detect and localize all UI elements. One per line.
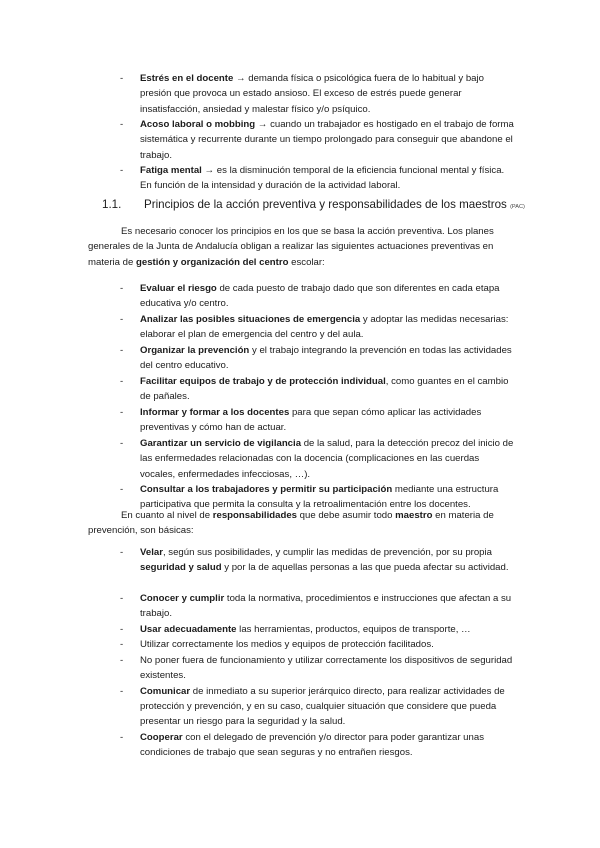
- list-item: - Cooperar con el delegado de prevención y/o director para poder garantizar unas condiciones de trabajo que sean seguras y no entrañen riesgos.: [120, 731, 484, 758]
- list-dash: -: [120, 593, 124, 604]
- list-dash: -: [120, 376, 124, 387]
- list-dash: -: [120, 731, 124, 743]
- list-dash: -: [120, 654, 124, 666]
- list-item: - Informar y formar a los docentes para que sepan cómo aplicar las actividades preventivas y cómo han de actuar.: [120, 407, 482, 434]
- list-dash: -: [120, 345, 124, 356]
- list-dash: -: [120, 438, 124, 449]
- term: Fatiga mental: [140, 165, 202, 176]
- list-item: - Garantizar un servicio de vigilancia de la salud, para la detección precoz del inicio de las enfermedades relacionadas con la docencia (complicaciones en las cuerdas vocales, enfermedades infecciosas, …).: [120, 438, 514, 480]
- list-dash: -: [120, 685, 124, 697]
- list-dash: -: [120, 119, 124, 130]
- list-item: [120, 163, 515, 194]
- section-title: Principios de la acción preventiva y responsabilidades de los maestros: [144, 198, 507, 211]
- definitions-list: [120, 71, 515, 194]
- list-dash: -: [120, 484, 124, 495]
- section-tag: (PAC): [510, 204, 525, 210]
- list-item: - Facilitar equipos de trabajo y de protección individual, como guantes en el cambio de pañales.: [120, 376, 509, 403]
- list-item: [120, 71, 515, 117]
- list-dash: -: [120, 314, 124, 325]
- list-dash: -: [120, 639, 124, 651]
- actions-list: [120, 281, 515, 513]
- list-dash: -: [120, 73, 124, 84]
- term: Estrés en el docente: [140, 73, 234, 84]
- intro-paragraph: Es necesario conocer los principios en los que se basa la acción preventiva. Los planes generales de la Junta de Andalucía obligan a realizar las siguientes actuaciones preventivas en materia de gestión y organización del centro escolar:: [88, 226, 494, 268]
- list-item: - Organizar la prevención y el trabajo integrando la prevención en todas las actividades del centro educativo.: [120, 345, 512, 372]
- list-item: - Usar adecuadamente las herramientas, productos, equipos de transporte, …: [120, 622, 515, 637]
- list-item: - Evaluar el riesgo de cada puesto de trabajo dado que son diferentes en cada etapa educativa y/o centro.: [120, 283, 500, 310]
- list-dash: -: [120, 165, 124, 176]
- list-item: - Utilizar correctamente los medios y equipos de protección facilitados.: [120, 637, 515, 652]
- definition: → cuando un trabajador es hostigado en el trabajo de forma sistemática y recurrente durante un tiempo prolongado para conseguir que abandone el trabajo.: [140, 119, 514, 161]
- term: Acoso laboral o mobbing: [140, 119, 256, 130]
- list-dash: -: [120, 407, 124, 418]
- list-item: [120, 117, 515, 163]
- list-item: - No poner fuera de funcionamiento y utilizar correctamente los dispositivos de seguridad existentes.: [120, 654, 513, 681]
- list-item: - Analizar las posibles situaciones de emergencia y adoptar las medidas necesarias: elaborar el plan de emergencia del centro y del aula.: [120, 314, 509, 341]
- list-dash: -: [120, 283, 124, 294]
- section-heading: [102, 197, 525, 215]
- definition: → es la disminución temporal de la eficiencia funcional mental y física. En función de la intensidad y duración de la actividad laboral.: [140, 165, 505, 192]
- list-item: - Conocer y cumplir toda la normativa, procedimientos e instrucciones que afectan a su trabajo.: [120, 593, 512, 620]
- list-dash: -: [120, 624, 124, 635]
- section-number: 1.1.: [102, 198, 122, 211]
- list-dash: -: [120, 547, 124, 558]
- list-item: - Velar, según sus posibilidades, y cumplir las medidas de prevención, por su propia seguridad y salud y por la de aquellas personas a las que pueda afectar su actividad.: [120, 547, 509, 574]
- list-item: - Comunicar de inmediato a su superior jerárquico directo, para realizar actividades de protección y prevención, y en su caso, cualquier situación que considere que pueda presentar un riesgo para la seguridad y la salud.: [120, 685, 505, 728]
- responsibilities-paragraph: En cuanto al nivel de responsabilidades que debe asumir todo maestro en materia de prevención, son básicas:: [88, 510, 494, 537]
- definition: → demanda física o psicológica fuera de lo habitual y bajo presión que provoca un estado ansioso. El exceso de estrés puede generar insatisfacción, ansiedad y malestar físico y/o psíquico.: [140, 73, 484, 115]
- list-item: - Consultar a los trabajadores y permitir su participación mediante una estructura participativa que permita la consulta y la retroalimentación entre los docentes.: [120, 484, 499, 511]
- responsibilities-list: [120, 545, 515, 761]
